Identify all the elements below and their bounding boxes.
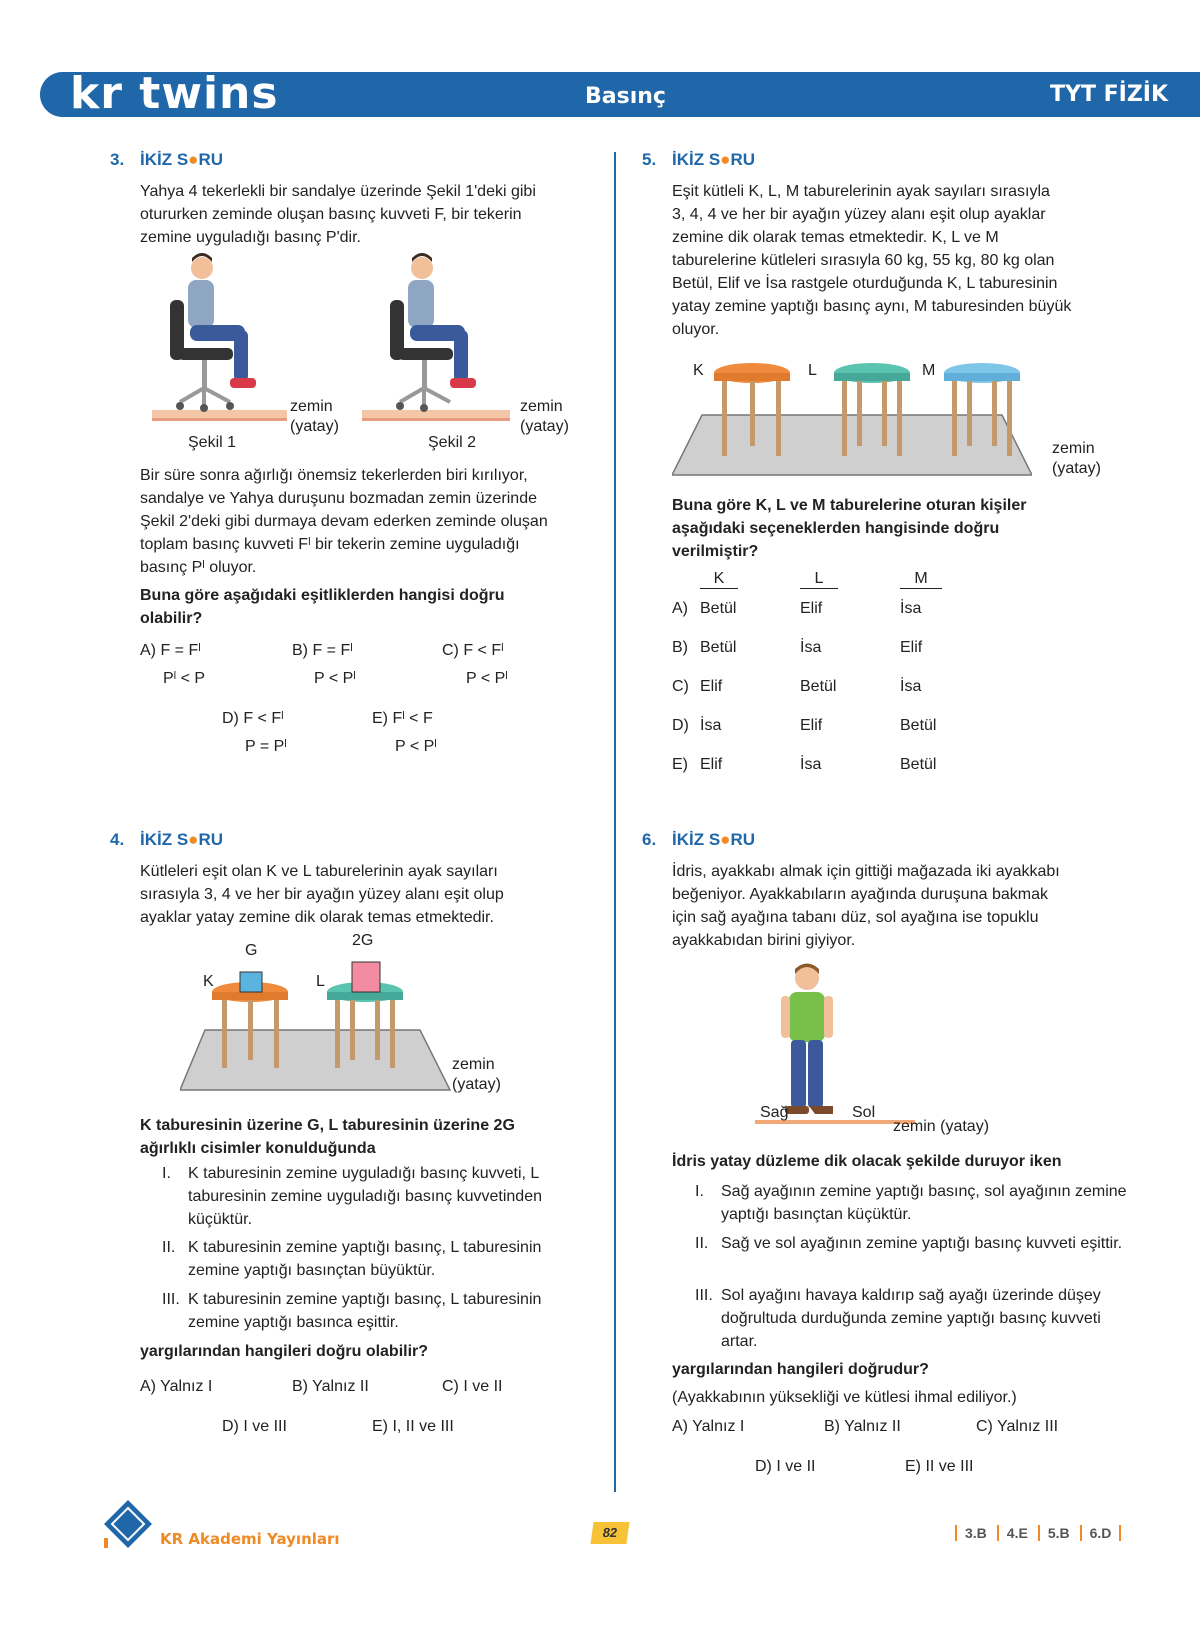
q3-zemin-2: zemin <box>520 398 563 415</box>
q5-cell-k: Betül <box>700 639 737 656</box>
q3-question: Buna göre aşağıdaki eşitliklerden hangisi doğru olabilir? <box>140 587 505 627</box>
page-number: 82 <box>590 1522 629 1544</box>
stool-k <box>714 363 790 456</box>
q5-cell-k: Betül <box>700 600 737 617</box>
answer-3: 3.B <box>955 1525 991 1541</box>
q5-label-l: L <box>808 362 817 379</box>
q4-option-e[interactable]: E) I, II ve III <box>372 1418 454 1435</box>
column-divider <box>614 152 616 1492</box>
q5-cell-l: İsa <box>800 756 822 773</box>
q3-option-d[interactable]: D) F < Fˡ <box>222 710 284 727</box>
q3-option-a[interactable]: A) F = Fˡ <box>140 642 201 659</box>
q3-tag: İKİZ S●RU <box>140 150 224 169</box>
answer-5: 5.B <box>1038 1525 1074 1541</box>
q3-intro: Yahya 4 tekerlekli bir sandalye üzerinde Şekil 1'deki gibi otururken zeminde oluşan basınç kuvveti F, bir tekerin zemine uyguladığı basınç P'dir. <box>140 183 536 246</box>
q6-label-sag: Sağ <box>760 1104 789 1121</box>
subject-title: TYT FİZİK <box>1050 82 1169 107</box>
answer-4: 4.E <box>997 1525 1032 1541</box>
q5-cell-k: Elif <box>700 756 723 773</box>
brand-logo: kr twins <box>70 68 279 119</box>
q6-item-3: III. Sol ayağını havaya kaldırıp sağ ayağı üzerinde düşey doğrultuda durduğunda zemine yaptığı basınç kuvveti artar. <box>695 1287 1101 1350</box>
q6-item-1: I. Sağ ayağının zemine yaptığı basınç, sol ayağının zemine yaptığı basınçtan küçüktür. <box>695 1183 1127 1223</box>
q5-yatay: (yatay) <box>1052 460 1101 477</box>
q3-option-b[interactable]: B) F = Fˡ <box>292 642 353 659</box>
q5-label-k: K <box>693 362 704 379</box>
person-2 <box>408 253 476 388</box>
q5-row-letter: E) <box>672 756 688 773</box>
q5-col-m: M <box>900 570 942 589</box>
publisher-logo-icon <box>102 1498 154 1550</box>
q5-cell-m: Elif <box>900 639 923 656</box>
q5-zemin: zemin <box>1052 440 1095 457</box>
q3-zemin-1: zemin <box>290 398 333 415</box>
q5-col-k: K <box>700 570 738 589</box>
q3-option-c[interactable]: C) F < Fˡ <box>442 642 504 659</box>
q5-col-l: L <box>800 570 838 589</box>
q5-row-letter: A) <box>672 600 688 617</box>
q4-label-2g: 2G <box>352 932 374 949</box>
q4-item-1: I. K taburesinin zemine uyguladığı basınç kuvveti, L taburesinin zemine uyguladığı basınç kuvvetinden küçüktür. <box>162 1165 542 1228</box>
answer-key <box>955 1525 1121 1541</box>
q6-option-b[interactable]: B) Yalnız II <box>824 1418 901 1435</box>
q4-yatay: (yatay) <box>452 1076 501 1093</box>
q6-option-a[interactable]: A) Yalnız I <box>672 1418 745 1435</box>
publisher-name: KR Akademi Yayınları <box>160 1530 340 1548</box>
q6-item-2: II. Sağ ve sol ayağının zemine yaptığı basınç kuvveti eşittir. <box>695 1235 1123 1252</box>
q4-option-d[interactable]: D) I ve III <box>222 1418 287 1435</box>
q3-option-b-2: P < Pˡ <box>314 670 356 687</box>
q4-number: 4. <box>110 830 125 849</box>
q4-question: yargılarından hangileri doğru olabilir? <box>140 1343 429 1360</box>
q3-option-e[interactable]: E) Fˡ < F <box>372 710 433 727</box>
q5-cell-k: Elif <box>700 678 723 695</box>
q4-label-l: L <box>316 973 325 990</box>
q5-row-letter: B) <box>672 639 688 656</box>
person-1 <box>188 253 256 388</box>
stool-k <box>212 972 288 1068</box>
q3-yatay-2: (yatay) <box>520 418 569 435</box>
q3-option-a-2: Pˡ < P <box>163 670 206 687</box>
q4-label-g: G <box>245 942 258 959</box>
q6-zemin: zemin (yatay) <box>893 1118 990 1135</box>
q6-question: yargılarından hangileri doğrudur? <box>672 1361 929 1378</box>
q5-cell-l: Elif <box>800 600 823 617</box>
q4-intro: Kütleleri eşit olan K ve L taburelerinin ayak sayıları sırasıyla 3, 4 ve her bir ayağın yüzey alanı eşit olup ayaklar yatay zemine dik olarak temas etmektedir. <box>140 863 504 926</box>
q5-tag: İKİZ S●RU <box>672 150 756 169</box>
q4-option-c[interactable]: C) I ve II <box>442 1378 503 1395</box>
q5-cell-m: Betül <box>900 756 937 773</box>
q6-option-e[interactable]: E) II ve III <box>905 1458 974 1475</box>
q3-body: Bir süre sonra ağırlığı önemsiz tekerlerden biri kırılıyor, sandalye ve Yahya duruşunu bozmadan zemin üzerinde Şekil 2'deki gibi durmaya devam ederken zeminde oluşan toplam basınç kuvveti Fˡ bir tekerin zemine uyguladığı basınç Pˡ oluyor. <box>140 467 548 576</box>
q5-question: Buna göre K, L ve M taburelerine oturan kişiler aşağıdaki seçeneklerden hangisinde doğru verilmiştir? <box>672 497 1027 560</box>
q3-yatay-1: (yatay) <box>290 418 339 435</box>
q3-number: 3. <box>110 150 125 169</box>
q6-label-sol: Sol <box>852 1104 876 1121</box>
q5-cell-k: İsa <box>700 717 722 734</box>
q5-intro: Eşit kütleli K, L, M taburelerinin ayak sayıları sırasıyla 3, 4, 4 ve her bir ayağın yüzey alanı eşit olup ayaklar zemine dik olarak temas etmektedir. K, L ve M taburelerine kütleleri sırasıyla 60 kg, 55 kg, 80 kg olan Betül, Elif ve İsa rastgele oturduğunda K, L taburesinin yatay zemine yaptığı basınç aynı, M taburesinden büyük oluyor. <box>672 183 1072 338</box>
q4-zemin: zemin <box>452 1056 495 1073</box>
person <box>781 964 833 1115</box>
q3-option-e-2: P < Pˡ <box>395 738 437 755</box>
q4-option-b[interactable]: B) Yalnız II <box>292 1378 369 1395</box>
page-title: Basınç <box>585 84 666 109</box>
answer-6: 6.D <box>1080 1525 1122 1541</box>
q5-cell-m: İsa <box>900 678 922 695</box>
q4-option-a[interactable]: A) Yalnız I <box>140 1378 213 1395</box>
q4-tag: İKİZ S●RU <box>140 830 224 849</box>
q5-figure <box>672 355 1032 480</box>
q6-number: 6. <box>642 830 657 849</box>
q5-cell-l: Elif <box>800 717 823 734</box>
q5-number: 5. <box>642 150 657 169</box>
q6-intro: İdris, ayakkabı almak için gittiği mağazada iki ayakkabı beğeniyor. Ayakkabıların ayağında duruşuna bakmak için sağ ayağına tabanı düz, sol ayağına ise topuklu ayakkabıdan birini giyiyor. <box>672 863 1060 949</box>
q5-label-m: M <box>922 362 936 379</box>
q3-option-d-2: P = Pˡ <box>245 738 287 755</box>
q6-lead: İdris yatay düzleme dik olacak şekilde duruyor iken <box>672 1153 1062 1170</box>
q3-fig2-caption: Şekil 2 <box>428 434 477 451</box>
q4-item-3: III. K taburesinin zemine yaptığı basınç, L taburesinin zemine yaptığı basınca eşittir. <box>162 1291 542 1331</box>
q3-option-c-2: P < Pˡ <box>466 670 508 687</box>
q4-item-2: II. K taburesinin zemine yaptığı basınç, L taburesinin zemine yaptığı basınçtan büyüktür. <box>162 1239 542 1279</box>
q6-option-c[interactable]: C) Yalnız III <box>976 1418 1059 1435</box>
q5-cell-m: İsa <box>900 600 922 617</box>
q5-row-letter: D) <box>672 717 689 734</box>
q5-row-letter: C) <box>672 678 689 695</box>
q5-cell-m: Betül <box>900 717 937 734</box>
q4-figure <box>180 950 460 1095</box>
q5-cell-l: İsa <box>800 639 822 656</box>
q6-note: (Ayakkabının yüksekliği ve kütlesi ihmal ediliyor.) <box>672 1389 1017 1406</box>
q4-label-k: K <box>203 973 214 990</box>
q6-tag: İKİZ S●RU <box>672 830 756 849</box>
q6-option-d[interactable]: D) I ve II <box>755 1458 816 1475</box>
q4-lead: K taburesinin üzerine G, L taburesinin üzerine 2G ağırlıklı cisimler konulduğunda <box>140 1117 515 1157</box>
q5-cell-l: Betül <box>800 678 837 695</box>
q3-fig1-caption: Şekil 1 <box>188 434 237 451</box>
